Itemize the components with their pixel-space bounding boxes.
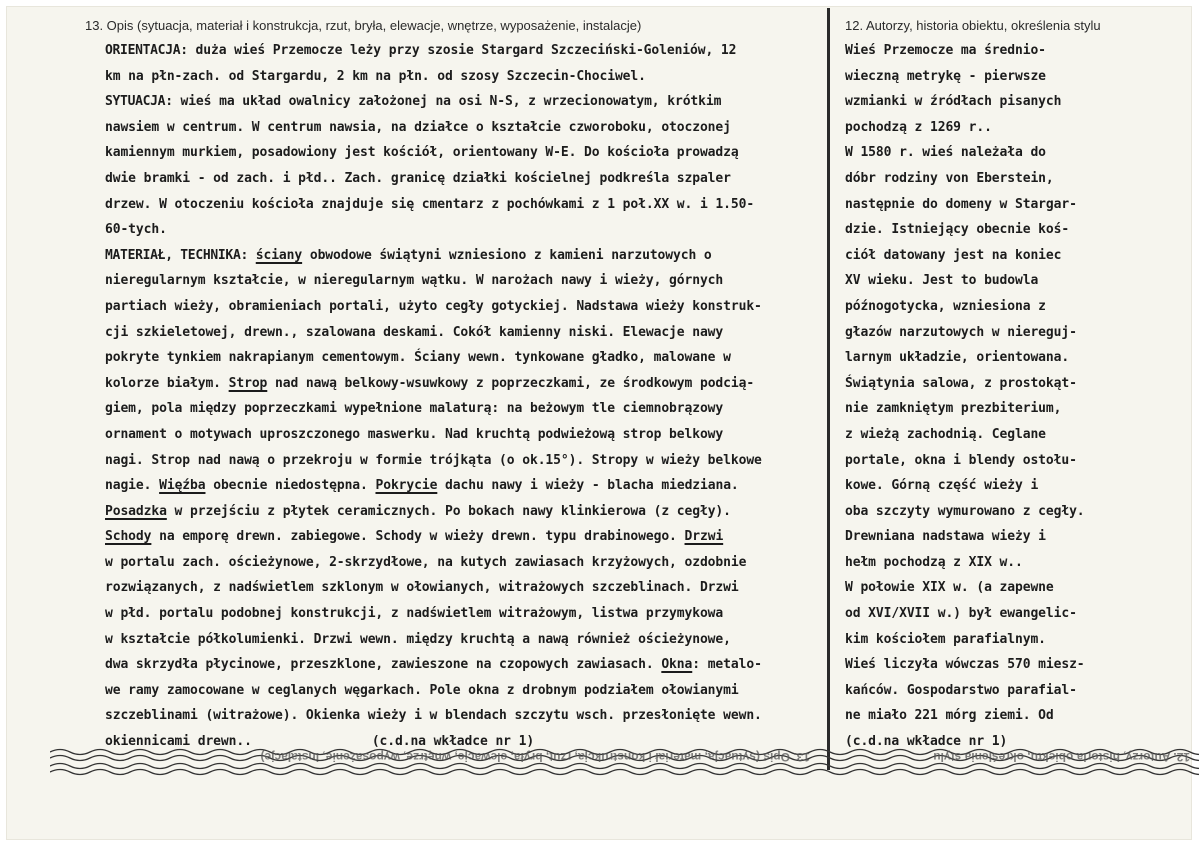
ceiling-term: Strop	[228, 375, 268, 391]
text-line: Wieś Przemocze ma średnio-	[845, 43, 1046, 58]
text-line: SYTUACJA: wieś ma układ owalnicy założonej na osi N-S, z wrzecionowatym, krótkim	[105, 94, 722, 110]
text-line: Świątynia salowa, z prostokąt-	[845, 375, 1077, 391]
text-line: XV wieku. Jest to budowla	[845, 273, 1039, 289]
text-line: dzie. Istniejący obecnie koś-	[845, 222, 1070, 238]
stairs-term: Schody	[105, 529, 152, 545]
floor-term: Posadzka	[105, 503, 167, 519]
text-line: wieczną metrykę - pierwsze	[845, 68, 1046, 84]
text-line: szczeblinami (witrażowe). Okienka wieży i w blendach szczytu wsch. przesłonięte wewn.	[105, 708, 762, 724]
situation-label: SYTUACJA:	[105, 94, 173, 110]
text-line: W połowie XIX w. (a zapewne	[845, 580, 1054, 596]
text-line: kamiennym murkiem, posadowiony jest kościół, orientowany W-E. Do kościoła prowadzą	[105, 145, 739, 161]
text-line: W 1580 r. wieś należała do	[845, 145, 1046, 161]
text-line: ciół datowany jest na koniec	[845, 247, 1062, 263]
text-line: ORIENTACJA: duża wieś Przemocze leży przy szosie Stargard Szczeciński-Goleniów, 12	[105, 43, 737, 58]
text-line: dwa skrzydła płycinowe, przeszklone, zawieszone na czopowych zawiasach. Okna: metalo-	[105, 657, 762, 673]
text-line: Schody na emporę drewn. zabiegowe. Schody w wieży drewn. typu drabinowego. Drzwi	[105, 529, 724, 545]
description-text	[105, 38, 825, 755]
material-label: MATERIAŁ, TECHNIKA:	[105, 247, 249, 263]
text-line: kańców. Gospodarstwo parafial-	[845, 682, 1077, 698]
text-line: pochodzą z 1269 r..	[845, 119, 992, 135]
text-line: z wieżą zachodnią. Ceglane	[845, 426, 1046, 442]
windows-term: Okna	[661, 657, 693, 673]
text-line: dwie bramki - od zach. i płd.. Zach. granicę działki kościelnej podkreśla szpaler	[105, 170, 731, 186]
text-line: km na płn-zach. od Stargardu, 2 km na płn. od szosy Szczecin-Chociwel.	[105, 68, 646, 84]
continuation-note: (c.d.na wkładce nr 1)	[371, 734, 535, 750]
text-line: późnogotycka, wzniesiona z	[845, 298, 1046, 314]
text-line: Posadzka w przejściu z płytek ceramicznych. Po bokach nawy klinkierowa (z cegły).	[105, 503, 731, 519]
text-line: w kształcie półkolumienki. Drzwi wewn. między kruchtą a nawą również ościeżynowe,	[105, 631, 731, 647]
text-line: larnym układzie, orientowana.	[845, 350, 1070, 366]
text-line: drzew. W otoczeniu kościoła znajduje się cmentarz z pochówkami z 1 poł.XX w. i 1.50-	[105, 196, 755, 212]
walls-term: ściany	[255, 247, 303, 263]
text-line: oba szczyty wymurowano z cegły.	[845, 503, 1085, 519]
text-line: 60-tych.	[105, 222, 167, 238]
text-line: nagi. Strop nad nawą o przekroju w formie trójkąta (o ok.15°). Stropy w wieży belkowe	[105, 452, 762, 468]
history-text	[845, 38, 1145, 755]
text-line: dóbr rodziny von Eberstein,	[845, 170, 1054, 186]
text-line: Drewniana nadstawa wieży i	[845, 529, 1046, 545]
text-line: nawsiem w centrum. W centrum nawsia, na działce o kształcie czworoboku, otoczonej	[105, 119, 731, 135]
text-line: giem, pola między poprzeczkami wypełnione malaturą: na beżowym tle ciemnobrązowy	[105, 401, 724, 417]
continuation-note-right: (c.d.na wkładce nr 1)	[845, 734, 1008, 750]
text-line: portale, okna i blendy ostołu-	[845, 452, 1077, 468]
text-line: następnie do domeny w Stargar-	[845, 196, 1077, 212]
text-line: MATERIAŁ, TECHNIKA: ściany obwodowe świątyni wzniesiono z kamieni narzutowych o	[105, 247, 712, 263]
text-line: głazów narzutowych w niereguj-	[845, 324, 1077, 340]
doors-term: Drzwi	[684, 529, 724, 545]
text-line: nieregularnym kształcie, w nieregularnym wątku. W narożach nawy i wieży, górnych	[105, 273, 724, 289]
mirrored-show-through-right: 12. Autorzy, historia obiektu, określenia stylu	[933, 750, 1190, 764]
orientation-label: ORIENTACJA:	[105, 43, 188, 58]
text-line: kolorze białym. Strop nad nawą belkowy-wsuwkowy z poprzeczkami, ze środkowym podcią-	[105, 375, 755, 391]
text-line: Wieś liczyła wówczas 570 miesz-	[845, 657, 1085, 673]
truss-term: Więźba	[159, 478, 206, 494]
text-line: hełm pochodzą z XIX w..	[845, 554, 1023, 570]
text-line: w płd. portalu podobnej konstrukcji, z nadświetlem witrażowym, listwa przymykowa	[105, 606, 724, 622]
text-line: we ramy zamocowane w ceglanych węgarkach. Pole okna z drobnym podziałem ołowianymi	[105, 682, 739, 698]
column-divider	[827, 8, 830, 770]
text-line: kim kościołem parafialnym.	[845, 631, 1046, 647]
text-line: nie zamkniętym prezbiterium,	[845, 401, 1062, 417]
text-line: w portalu zach. ościeżynowe, 2-skrzydłowe, na kutych zawiasach krzyżowych, ozdobnie	[105, 554, 747, 570]
roofing-term: Pokrycie	[375, 478, 438, 494]
text-line: wzmianki w źródłach pisanych	[845, 94, 1062, 110]
text-line: cji szkieletowej, drewn., szalowana deskami. Cokół kamienny niski. Elewacje nawy	[105, 324, 724, 340]
text-line: okiennicami drewn.. (c.d.na wkładce nr 1)	[105, 734, 535, 750]
text-line: pokryte tynkiem nakrapianym cementowym. Ściany wewn. tynkowane gładko, malowane w	[105, 350, 731, 366]
text-line: nagie. Więźba obecnie niedostępna. Pokrycie dachu nawy i wieży - blacha miedziana.	[105, 478, 739, 494]
section-13-header: 13. Opis (sytuacja, materiał i konstrukcja, rzut, bryła, elewacje, wnętrze, wyposażenie, instalacje)	[85, 18, 642, 33]
text-line: ornament o motywach uproszczonego maswerku. Nad kruchtą podwieżową strop belkowy	[105, 426, 724, 442]
text-line: kowe. Górną część wieży i	[845, 478, 1039, 494]
mirrored-show-through-left: 13. Opis (sytuacja, materiał i konstrukcja, rzut, bryła, elewacje, wnętrze, wyposażenie, instalacje)	[260, 750, 810, 764]
section-12-header: 12. Autorzy, historia obiektu, określenia stylu	[845, 18, 1101, 33]
text-line: ne miało 221 mórg ziemi. Od	[845, 708, 1054, 724]
text-line: od XVI/XVII w.) był ewangelic-	[845, 606, 1077, 622]
text-line: rozwiązanych, z nadświetlem szklonym w ołowianych, witrażowych szczeblinach. Drzwi	[105, 580, 739, 596]
text-line: partiach wieży, obramieniach portali, użyto cegły gotyckiej. Nadstawa wieży konstruk-	[105, 298, 762, 314]
